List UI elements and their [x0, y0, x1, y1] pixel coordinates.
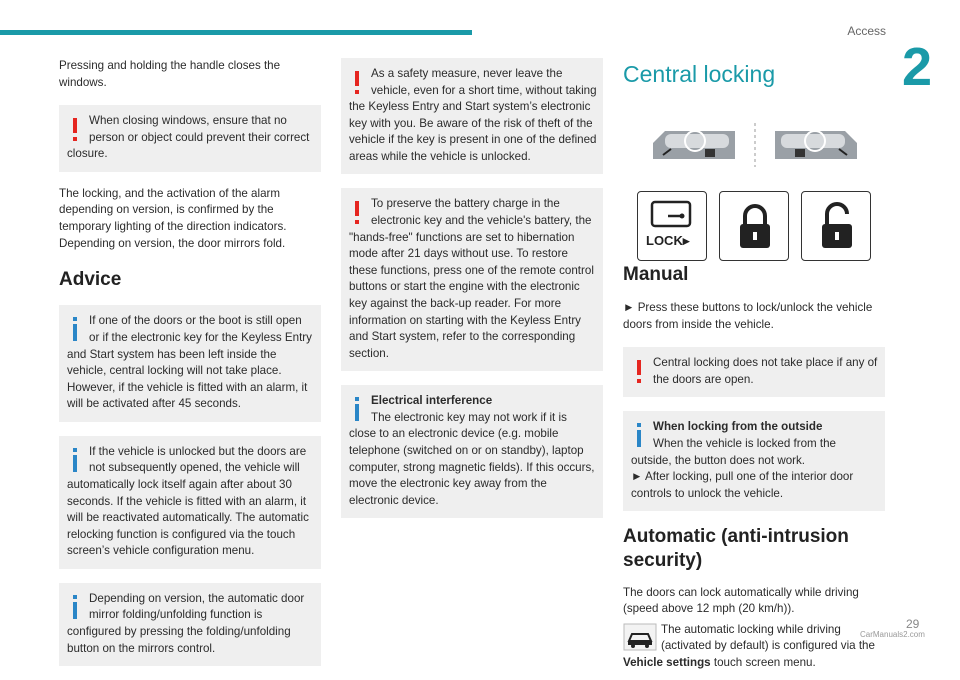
section-name: Access	[847, 24, 886, 38]
warning-text: As a safety measure, never leave the vehicle, even for a short time, without taking the Keyless Entry and Start system’s electronic key with you. Be aware of the risk of theft of the vehicle if the key is present in one of the defined areas while the vehicle is unlocked.	[349, 67, 597, 163]
info-text: If the vehicle is unlocked but the doors are not subsequently opened, the vehicle will automatically lock itself again after about 30 seconds. If the vehicle is fitted with an alarm, it will be reactivated automatically. The automatic relocking function is configured via the touch screen’s vehicle configuration menu.	[67, 444, 309, 558]
info-box	[341, 385, 603, 518]
warning-icon	[67, 113, 89, 143]
info-text: If one of the doors or the boot is still open or if the electronic key for the Keyless Entry and Start system has been left inside the vehicle, central locking will not take place. However, if the vehicle is fitted with an alarm, it will be activated after 45 seconds.	[67, 314, 312, 411]
warning-text: When closing windows, ensure that no person or object could prevent their correct closure.	[67, 114, 310, 161]
info-text: The electronic key may not work if it is close to an electronic device (e.g. mobile telephone (switched on or on standby), laptop computer, strong magnetic fields). If this occurs, move the electronic key away from the electronic device.	[349, 410, 595, 507]
warning-box	[59, 105, 321, 172]
auto-config-tail: touch screen menu.	[710, 656, 816, 670]
left-door-handle-recess	[665, 134, 729, 148]
column-1	[59, 58, 321, 680]
chapter-number: 2	[902, 37, 933, 97]
auto-config-sentence: The automatic locking while driving (activated by default) is configured via the	[661, 622, 875, 653]
info-box	[59, 305, 321, 421]
padlock-open-icon	[802, 192, 872, 262]
warning-icon	[631, 355, 653, 385]
column-3	[623, 58, 885, 672]
door-lock-icon	[638, 192, 708, 262]
auto-heading: Automatic (anti-intrusion security)	[623, 526, 849, 571]
info-title: When locking from the outside	[653, 420, 823, 434]
info-box	[623, 411, 885, 511]
lock-button-tile	[637, 191, 707, 261]
lock-label: LOCK▸	[646, 232, 690, 248]
warning-text: To preserve the battery charge in the electronic key and the vehicle's battery, the "hands-free" functions are set to hibernation mode after 21 days without use. To restore these functions, press one of the remote control buttons or start the engine with the electronic key against the back-up reader. For more information on starting with the Keyless Entry and Start system, refer to the corresponding section.	[349, 197, 594, 360]
auto-config-text	[623, 622, 885, 672]
page-title: Central locking	[623, 61, 776, 87]
page-number: 29	[906, 617, 920, 631]
padlock-closed-icon	[720, 192, 790, 262]
warning-box	[341, 188, 603, 371]
info-title: Electrical interference	[371, 394, 493, 408]
warning-text: Central locking does not take place if any of the doors are open.	[653, 356, 878, 386]
paragraph-locking: The locking, and the activation of the alarm depending on version, is confirmed by the temporary lighting of the direction indicators. Depending on version, the door mirrors fold.	[59, 186, 287, 250]
info-text: ► After locking, pull one of the interior door controls to unlock the vehicle.	[631, 470, 854, 500]
vehicle-settings-label: Vehicle settings	[623, 656, 711, 670]
unlock-tile	[801, 191, 871, 261]
watermark: CarManuals2.com	[860, 630, 925, 639]
warning-box	[623, 347, 885, 397]
lock-tile	[719, 191, 789, 261]
right-lock-button-icon	[795, 149, 805, 157]
info-text: When the vehicle is locked from the outside, the button does not work.	[631, 436, 837, 467]
info-icon	[67, 313, 89, 343]
column-2	[341, 58, 603, 532]
right-door-handle-recess	[781, 134, 845, 148]
info-box	[59, 436, 321, 569]
left-lock-button-icon	[705, 149, 715, 157]
auto-text: The doors can lock automatically while driving (speed above 12 mph (20 km/h)).	[623, 585, 859, 616]
advice-heading: Advice	[59, 269, 122, 291]
car-lock-icon	[623, 623, 657, 651]
warning-icon	[349, 196, 371, 226]
warning-icon	[349, 66, 371, 96]
header-accent-bar	[0, 30, 472, 35]
paragraph-handle: Pressing and holding the handle closes the windows.	[59, 59, 281, 89]
info-icon	[67, 591, 89, 621]
info-text: Depending on version, the automatic door mirror folding/unfolding function is configured by pressing the folding/unfolding button on the mirrors control.	[67, 591, 305, 655]
info-box	[59, 583, 321, 666]
central-locking-diagram	[623, 101, 885, 251]
door-panels-illustration	[623, 101, 885, 181]
info-icon	[349, 393, 371, 423]
manual-heading: Manual	[623, 263, 689, 285]
manual-text: ► Press these buttons to lock/unlock the vehicle doors from inside the vehicle.	[623, 301, 873, 331]
info-icon	[67, 444, 89, 474]
warning-box	[341, 58, 603, 174]
info-icon	[631, 419, 653, 449]
